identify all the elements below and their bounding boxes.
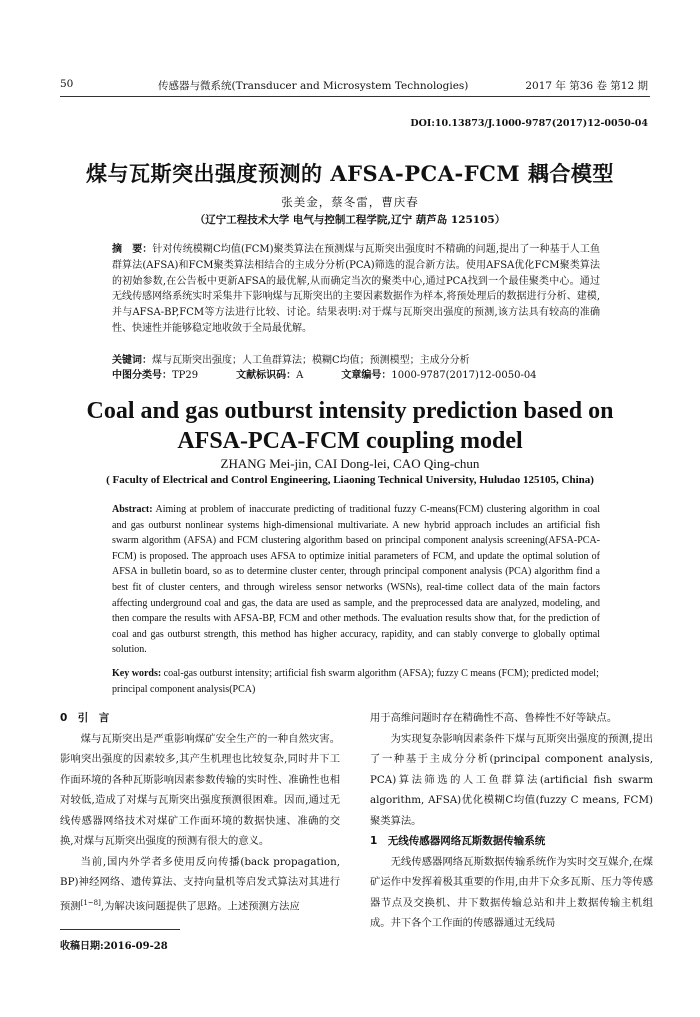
body-paragraph: 用于高维问题时存在精确性不高、鲁棒性不好等缺点。 (370, 712, 618, 724)
journal-name: 传感器与微系统(Transducer and Microsystem Technologies) (158, 80, 469, 92)
footnote-rule (60, 929, 180, 930)
section-0-heading: 0 引 言 (60, 712, 110, 724)
cn-affiliation: （辽宁工程技术大学 电气与控制工程学院,辽宁 葫芦岛 125105） (194, 214, 506, 226)
en-title-line2: AFSA-PCA-FCM coupling model (177, 428, 523, 454)
en-title (0, 396, 700, 456)
body-text: 当前,国内外学者多使用反向传播(back propagation, BP)神经网络、遗传算法、支持向量机等启发式算法对其进行预测 (60, 855, 340, 912)
body-paragraph: 煤与瓦斯突出是严重影响煤矿安全生产的一种自然灾害。影响突出强度的因素较多,其产生机理也比较复杂,同时井下工作面环境的各种瓦斯影响因素参数传输的实时性、准确性也相对较低,造成了对煤与瓦斯突出强度预测很困难。因而,通过无线传感器网络技术对煤矿工作面环境的数据快速、准确的交换,对煤与瓦斯突出强度的预测有很大的意义。 (60, 732, 340, 847)
body-paragraph: 无线传感器网络瓦斯数据传输系统作为实时交互媒介,在煤矿运作中发挥着极其重要的作用,由井下众多瓦斯、压力等传感器节点及交换机、井下数据传输总站和井上数据传输主机组成。井下各个工作面的传感器通过无线局 (370, 855, 653, 929)
cn-keywords-text: 煤与瓦斯突出强度；人工鱼群算法；模糊C均值；预测模型；主成分分析 (152, 355, 470, 366)
received-date: 收稿日期:2016-09-28 (60, 941, 168, 952)
en-abstract (112, 502, 600, 658)
cn-abstract-text: 针对传统模糊C均值(FCM)聚类算法在预测煤与瓦斯突出强度时不精确的问题,提出了一种基于人工鱼群算法(AFSA)和FCM聚类算法相结合的主成分分析(PCA)筛选的混合新方法。使用AFSA优化FCM聚类算法的初始参数,在公告板中更新AFSA的最优解,从而确定当次的聚类中心,通过PCA找到一个最佳聚类中心。通过无线传感网络系统实时采集井下影响煤与瓦斯突出的主要因素数据作为样本,将预处理后的数据进行分析、建模,并与AFSA-BP,FCM等方法进行比较、讨论。结果表明:对于煤与瓦斯突出强度的预测,该方法具有较高的准确性、快速性并能够稳定地收敛于全局最优解。 (112, 244, 601, 334)
article-no-label: 文章编号： (341, 370, 392, 381)
doc-code-value: A (296, 370, 304, 381)
doi: DOI:10.13873/J.1000-9787(2017)12-0050-04 (410, 118, 648, 129)
cn-abstract (112, 242, 600, 337)
body-right-column (370, 708, 653, 934)
body-text: ,为解决该问题提供了思路。上述预测方法应 (100, 899, 300, 912)
en-authors: ZHANG Mei-jin, CAI Dong-lei, CAO Qing-chun (220, 456, 480, 471)
en-keywords-text: coal-gas outburst intensity; artificial fish swarm algorithm (AFSA); fuzzy C means (FCM); predicted model; principal component analysis(PCA) (112, 668, 599, 695)
citation-ref: [1~8] (80, 898, 101, 907)
body-left-column (60, 708, 340, 916)
cn-keywords-label: 关键词： (112, 355, 152, 366)
body-paragraph: 为实现复杂影响因素条件下煤与瓦斯突出强度的预测,提出了一种基于主成分分析(principal component analysis, PCA)算法筛选的人工鱼群算法(artificial fish swarm algorithm, AFSA)优化模糊C均值(fuzzy C means, FCM)聚类算法。 (370, 732, 653, 827)
cn-authors: 张美金，蔡冬雷，曹庆春 (281, 195, 419, 209)
doc-code-label: 文献标识码： (236, 370, 297, 381)
body-paragraph (60, 852, 340, 917)
en-abstract-text: Aiming at problem of inaccurate predicting of traditional fuzzy C-means(FCM) clustering algorithm in coal and gas outburst nonlinear systems high-dimensional multivariate. A new hybrid approach includes an artificial fish swarm algorithm (AFSA) and FCM clustering algorithm based on principal component analysis screening(AFSA-PCA-FCM) is proposed. The approach uses AFSA to optimize initial parameters of FCM, and update the optimal solution of AFSA in bulletin board, so as to determine cluster center, through principal component analysis (PCA) algorithm find a best fit of cluster centers, and through wireless sensor networks (WSNs), real-time collect data of the main factors affecting underground coal and gas, the data are used as sample, and the preprocessed data are analyzed, modeling, and then compare the results with AFSA-BP, FCM and other methods. The evaluation results show that, for the prediction of coal and gas outburst strength, this method has higher accuracy, rapidity, and can stably converge to globally optimal solution. (112, 504, 600, 656)
en-keywords (112, 666, 600, 697)
cn-abstract-label: 摘 要： (112, 244, 153, 255)
article-no-value: 1000-9787(2017)12-0050-04 (391, 370, 537, 381)
section-1-heading: 1 无线传感器网络瓦斯数据传输系统 (370, 835, 546, 847)
page-number: 50 (60, 78, 74, 90)
cn-title: 煤与瓦斯突出强度预测的 AFSA-PCA-FCM 耦合模型 (86, 161, 614, 186)
en-abstract-label: Abstract: (112, 504, 153, 515)
clc-label: 中图分类号： (112, 370, 172, 381)
header-rule (60, 96, 650, 97)
clc-value: TP29 (172, 370, 199, 381)
en-keywords-label: Key words: (112, 668, 162, 679)
cn-classification (112, 368, 600, 383)
en-affiliation: ( Faculty of Electrical and Control Engineering, Liaoning Technical University, Huludao 125105, China) (106, 474, 594, 486)
cn-keywords (112, 353, 600, 368)
issue-info: 2017 年 第36 卷 第12 期 (525, 80, 648, 92)
en-title-line1: Coal and gas outburst intensity prediction based on (86, 398, 614, 424)
